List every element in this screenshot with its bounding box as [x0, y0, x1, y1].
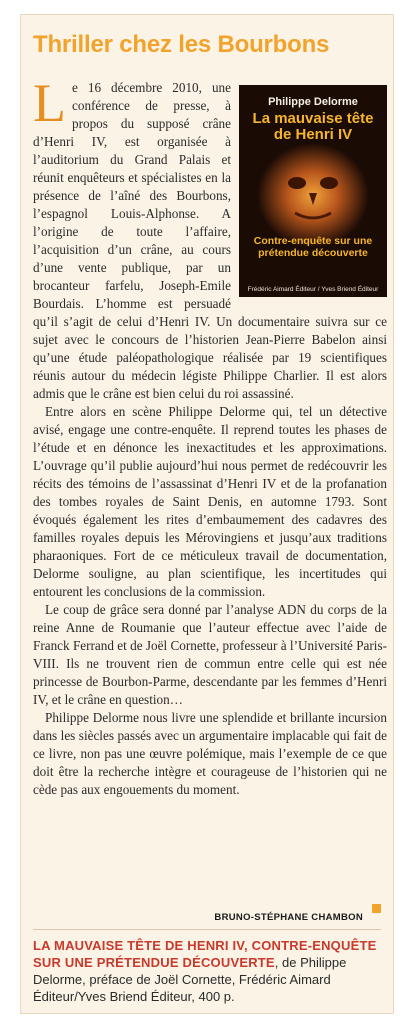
book-title: La mauvaise tête de Henri IV [252, 110, 374, 143]
book-author: Philippe Delorme [268, 96, 358, 108]
article-page [20, 14, 394, 1014]
paragraph-2: Entre alors en scène Philippe Delorme qui, tel un détective avisé, engage une contre-enquête. Il reprend toutes les phases de l’étude et en dénonce les inexactitudes et les approximations. L’ouvrage qu’il publie aujourd’hui nous permet de redécouvrir les récits des témoins de l’assassinat d’Henri IV et de la profanation des tombes royales de Saint Denis, en automne 1793. Sont évoqués également les rites d’embaumement des cadavres des familles royales depuis les Mérovingiens et jusqu’aux traditions pharaoniques. Fort de ce méticuleux travail de documentation, Delorme souligne, au plan scientifique, les incertitudes qui entourent les conclusions de la commission. [33, 404, 387, 599]
article-title: Thriller chez les Bourbons [33, 31, 330, 58]
paragraph-1-text: e 16 décembre 2010, une conférence de presse, à propos du supposé crâne d’Henri IV, est organisée à l’auditorium du Grand Palais et réunit enquêteurs et spécialistes en la présence de l’aîné des Bourbons, l’espagnol Louis-Alphonse. A l’origine de toute l’affaire, l’acquisition d’un crâne, au cours d’une vente publique, par un brocanteur farfelu, Joseph-Emile Bourdais. L’homme est persuadé qu’il s’agit de celui d’Henri IV. Un documentaire suivra sur ce sujet avec le concours de l’historien Jean-Pierre Babelon ainsi qu’une étude paléopathologique réalisée par 19 scientifiques réunis autour du médecin légiste Philippe Charlier. Il est alors admis que le crâne est bien celui du roi assassiné. [33, 80, 387, 401]
article-body [33, 73, 387, 799]
end-mark-square [372, 904, 381, 913]
book-reference-title: LA MAUVAISE TÊTE DE HENRI IV, CONTRE-ENQUÊTE SUR UNE PRÉTENDUE DÉCOUVERTE [33, 938, 377, 970]
book-reference [33, 937, 385, 1005]
paragraph-4: Philippe Delorme nous livre une splendide et brillante incursion dans les siècles passés avec un argumentaire implacable qui fait de ce livre, non pas une œuvre polémique, mais l’exemple de ce que doit être la recherche intègre et courageuse de l’historien qui ne cède pas aux engouements du moment. [33, 710, 387, 797]
drop-cap: L [33, 73, 66, 133]
book-subtitle: Contre-enquête sur une prétendue découverte [253, 235, 373, 259]
book-publisher: Frédéric Aimard Éditeur / Yves Briend Éditeur [247, 286, 379, 293]
paragraph-3: Le coup de grâce sera donné par l’analyse ADN du corps de la reine Anne de Roumanie que l’auteur effectue avec l’aide de Franck Ferrand et de Joël Cornette, professeur à l’Université Paris-VIII. Ils ne trouvent rien de commun entre celle qui est née princesse de Bourbon-Parme, descendante par les femmes d’Henri IV, et le crâne en question… [33, 602, 387, 707]
author-signature: BRUNO-STÉPHANE CHAMBON [214, 912, 363, 923]
book-cover-image [239, 85, 387, 297]
book-reference-details: , de Philippe Delorme, préface de Joël Cornette, Frédéric Aimard Éditeur/Yves Briend Éditeur, 400 p. [33, 955, 347, 1004]
divider [33, 929, 381, 930]
